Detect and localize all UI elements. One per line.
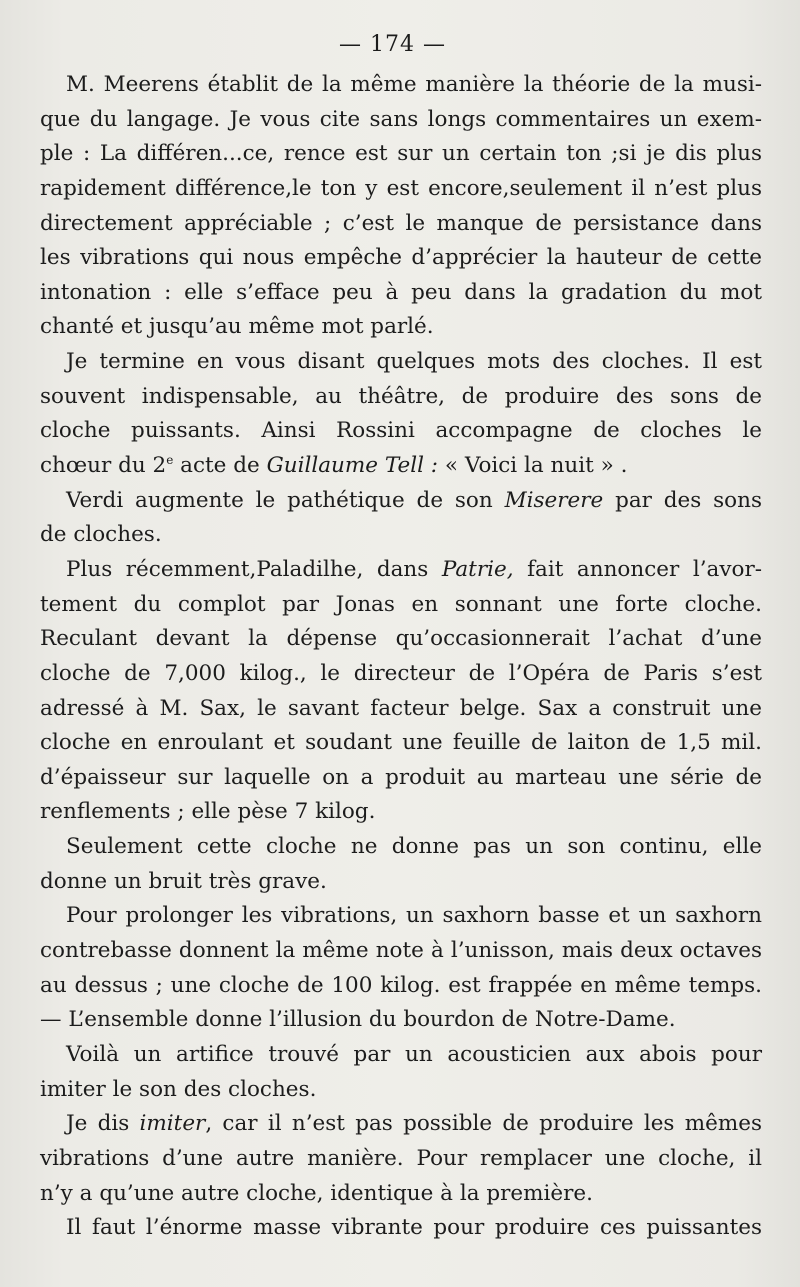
superscript: e bbox=[166, 453, 174, 468]
text-line: cloche de 7,000 kilog., le directeur de l’Opéra de Paris s’est bbox=[40, 660, 762, 686]
text-line: donne un bruit très grave. bbox=[40, 868, 327, 894]
text-line: imiter le son des cloches. bbox=[40, 1076, 317, 1102]
text-line: directement appréciable ; c’est le manque de persistance dans bbox=[40, 210, 762, 236]
text-line: Je termine en vous disant quelques mots des cloches. Il est bbox=[66, 349, 762, 375]
text-line: adressé à M. Sax, le savant facteur belge. Sax a construit une bbox=[40, 695, 762, 721]
paragraph-1 bbox=[40, 68, 762, 345]
text-line: intonation : elle s’efface peu à peu dans la gradation du mot bbox=[40, 279, 762, 305]
paragraph-6 bbox=[40, 899, 762, 1038]
text-line: Il faut l’énorme masse vibrante pour produire ces puissantes bbox=[66, 1215, 762, 1241]
text-line: que du langage. Je vous cite sans longs commentaires un exem- bbox=[40, 106, 762, 132]
paragraph-5 bbox=[40, 830, 762, 899]
text-line: vibrations d’une autre manière. Pour remplacer une cloche, il bbox=[40, 1145, 762, 1171]
paragraph-8 bbox=[40, 1107, 762, 1211]
text-line: les vibrations qui nous empêche d’apprécier la hauteur de cette bbox=[40, 245, 762, 271]
page-number: — 174 — bbox=[339, 32, 446, 57]
text-line: d’épaisseur sur laquelle on a produit au marteau une série de bbox=[40, 764, 762, 790]
italic-title: Miserere bbox=[504, 487, 604, 513]
text-fragment: acte de bbox=[173, 453, 267, 479]
paragraph-3 bbox=[40, 484, 762, 553]
text-line: Pour prolonger les vibrations, un saxhorn basse et un saxhorn bbox=[66, 903, 762, 929]
paragraph-4 bbox=[40, 553, 762, 830]
text-line: souvent indispensable, au théâtre, de produire des sons de bbox=[40, 383, 762, 409]
text-line: contrebasse donnent la même note à l’unisson, mais deux octaves bbox=[40, 938, 762, 964]
text-line: n’y a qu’une autre cloche, identique à la première. bbox=[40, 1180, 593, 1206]
text-fragment: par des sons bbox=[603, 487, 762, 513]
text-line: — L’ensemble donne l’illusion du bourdon de Notre-Dame. bbox=[40, 1007, 676, 1033]
text-line: rapidement différence,le ton y est encore,seulement il n’est plus bbox=[40, 175, 762, 201]
text-fragment: chœur du 2 bbox=[40, 453, 167, 479]
text-line: de cloches. bbox=[40, 522, 162, 548]
text-fragment: , car il n’est pas possible de produire les mêmes bbox=[205, 1111, 762, 1137]
text-line: Reculant devant la dépense qu’occasionnerait l’achat d’une bbox=[40, 626, 762, 652]
italic-title: Patrie, bbox=[441, 556, 514, 582]
text-line bbox=[40, 484, 762, 519]
text-line: cloche puissants. Ainsi Rossini accompagne de cloches le bbox=[40, 418, 762, 444]
text-line: ple : La différen...ce, rence est sur un certain ton ;si je dis plus bbox=[40, 141, 762, 167]
text-fragment: Je dis bbox=[66, 1111, 140, 1137]
text-fragment: Plus récemment,Paladilhe, dans bbox=[66, 556, 442, 582]
text-line: tement du complot par Jonas en sonnant une forte cloche. bbox=[40, 591, 762, 617]
text-fragment: fait annoncer l’avor- bbox=[513, 556, 762, 582]
text-line: renflements ; elle pèse 7 kilog. bbox=[40, 799, 376, 825]
paragraph-2 bbox=[40, 345, 762, 484]
body-text bbox=[40, 68, 762, 1246]
text-line: M. Meerens établit de la même manière la théorie de la musi- bbox=[66, 72, 762, 97]
text-line: Voilà un artifice trouvé par un acousticien aux abois pour bbox=[66, 1041, 762, 1067]
text-fragment: Verdi augmente le pathétique de son bbox=[66, 487, 505, 513]
text-line: chanté et jusqu’au même mot parlé. bbox=[40, 314, 434, 340]
italic-title: Guillaume Tell : bbox=[266, 453, 439, 479]
text-line: au dessus ; une cloche de 100 kilog. est frappée en même temps. bbox=[40, 972, 762, 998]
italic-word: imiter bbox=[139, 1111, 206, 1137]
text-line: Seulement cette cloche ne donne pas un son continu, elle bbox=[66, 834, 762, 860]
text-line bbox=[40, 1107, 762, 1142]
text-line bbox=[40, 553, 762, 588]
text-fragment: « Voici la nuit » . bbox=[438, 453, 628, 479]
text-line bbox=[40, 449, 762, 484]
text-line: cloche en enroulant et soudant une feuille de laiton de 1,5 mil. bbox=[40, 730, 762, 756]
paragraph-9 bbox=[40, 1211, 762, 1246]
paragraph-7 bbox=[40, 1038, 762, 1107]
